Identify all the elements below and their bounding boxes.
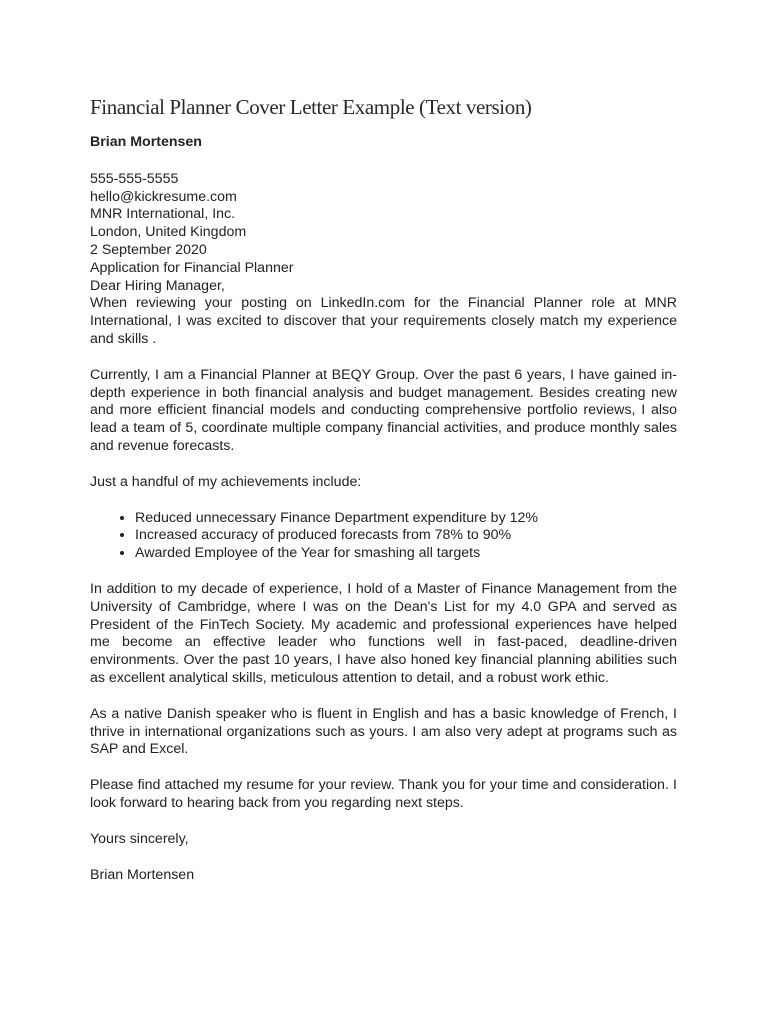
list-item: • Awarded Employee of the Year for smashing all targets — [135, 545, 677, 563]
list-item: • Increased accuracy of produced forecasts from 78% to 90% — [135, 527, 677, 545]
intro-paragraph: When reviewing your posting on LinkedIn.com for the Financial Planner role at MNR International, I was excited to discover that your requirements closely match my experience and skills . — [90, 295, 677, 347]
signature-name: Brian Mortensen — [90, 866, 195, 883]
education-paragraph: In addition to my decade of experience, I hold of a Master of Finance Management from the University of Cambridge, where I was on the Dean's List for my 4.0 GPA and served as President of the FinTech Society. My academic and professional experiences have helped me become an effective leader who functions well in fast-paced, deadline-driven environments. Over the past 10 years, I have also honed key financial planning abilities such as excellent analytical skills, meticulous attention to detail, and a robust work ethic. — [90, 580, 677, 686]
letter-date: 2 September 2020 — [90, 241, 207, 258]
languages-paragraph: As a native Danish speaker who is fluent in English and has a basic knowledge of French, I thrive in international organizations such as yours. I am also very adept at programs such as SAP and Excel. — [90, 705, 677, 758]
letter-subject: Application for Financial Planner — [90, 259, 294, 276]
closing-paragraph: Please find attached my resume for your review. Thank you for your time and consideration. I look forward to hearing back from you regarding next steps. — [90, 777, 677, 811]
sender-name: Brian Mortensen — [90, 134, 202, 150]
achievements-intro: Just a handful of my achievements include: — [90, 473, 362, 490]
cover-letter-page — [90, 94, 677, 884]
salutation: Dear Hiring Manager, — [90, 277, 225, 294]
achievements-list — [90, 510, 677, 563]
location: London, United Kingdom — [90, 224, 247, 241]
experience-paragraph: Currently, I am a Financial Planner at BEQY Group. Over the past 6 years, I have gained in-depth experience in both financial analysis and budget management. Besides creating new and more efficient financial models and conducting comprehensive portfolio reviews, I also lead a team of 5, coordinate multiple company financial activities, and produce monthly sales and revenue forecasts. — [90, 366, 677, 454]
company-name: MNR International, Inc. — [90, 206, 236, 223]
closing-phrase: Yours sincerely, — [90, 830, 189, 847]
contact-block — [90, 171, 677, 296]
list-item: • Reduced unnecessary Finance Department expenditure by 12% — [135, 510, 677, 528]
phone-number: 555-555-5555 — [90, 170, 179, 187]
email-address: hello@kickresume.com — [90, 188, 237, 205]
document-title: Financial Planner Cover Letter Example (Text version) — [90, 95, 532, 119]
